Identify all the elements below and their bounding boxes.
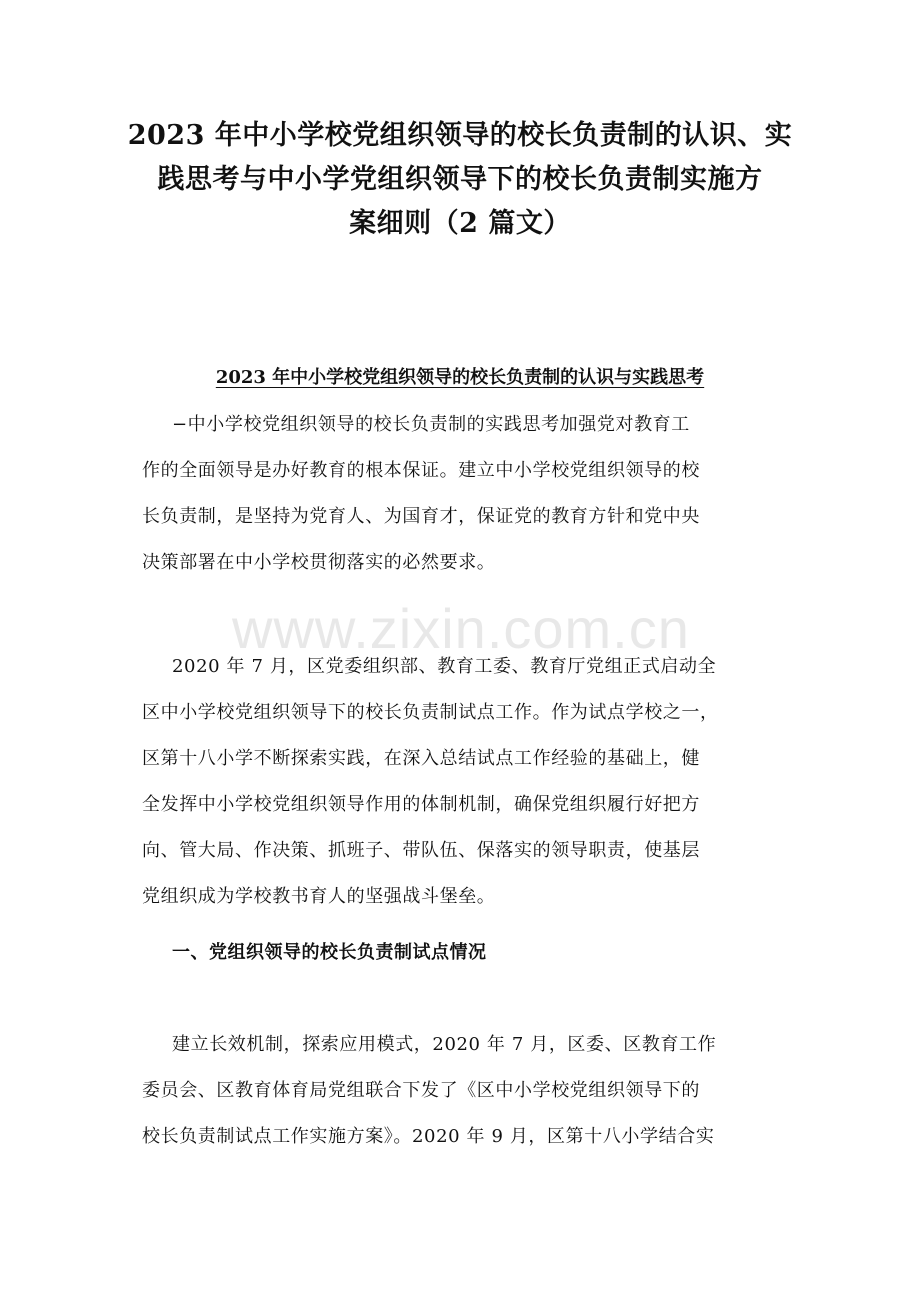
document-title [120,114,800,246]
subheading-pilot-status: 一、党组织领导的校长负责制试点情况 [172,942,487,963]
paragraph-mechanism [142,1022,794,1160]
paragraph-line: 校长负责制试点工作实施方案》。2020 年 9 月，区第十八小学结合实 [142,1126,715,1147]
paragraph-line: 区中小学校党组织领导下的校长负责制试点工作。作为试点学校之一， [142,702,719,723]
paragraph-line: 区第十八小学不断探索实践，在深入总结试点工作经验的基础上，健 [142,748,700,769]
paragraph-line: 向、管大局、作决策、抓班子、带队伍、保落实的领导职责，使基层 [142,840,700,861]
watermark: www.zixin.com.cn [232,597,690,660]
paragraph-pilot [142,644,794,920]
paragraph-line: 长负责制，是坚持为党育人、为国育才，保证党的教育方针和党中央 [142,506,700,527]
paragraph-line: −中小学校党组织领导的校长负责制的实践思考加强党对教育工 [172,414,690,435]
paragraph-line: 委员会、区教育体育局党组联合下发了《区中小学校党组织领导下的 [142,1080,700,1101]
paragraph-line: 党组织成为学校教书育人的坚强战斗堡垒。 [142,886,496,907]
paragraph-line: 决策部署在中小学校贯彻落实的必然要求。 [142,552,496,573]
paragraph-line: 2020 年 7 月，区党委组织部、教育工委、教育厅党组正式启动全 [172,656,717,677]
title-line-1: 2023 年中小学校党组织领导的校长负责制的认识、实 [127,120,793,151]
title-line-2: 践思考与中小学党组织领导下的校长负责制实施方 [157,164,763,195]
paragraph-line: 作的全面领导是办好教育的根本保证。建立中小学校党组织领导的校 [142,460,700,481]
section-title: 2023 年中小学校党组织领导的校长负责制的认识与实践思考 [215,367,705,388]
paragraph-intro [142,402,794,586]
paragraph-line: 建立长效机制，探索应用模式，2020 年 7 月，区委、区教育工作 [172,1034,717,1055]
paragraph-line: 全发挥中小学校党组织领导作用的体制机制，确保党组织履行好把方 [142,794,700,815]
title-line-3: 案细则（2 篇文） [349,208,571,239]
